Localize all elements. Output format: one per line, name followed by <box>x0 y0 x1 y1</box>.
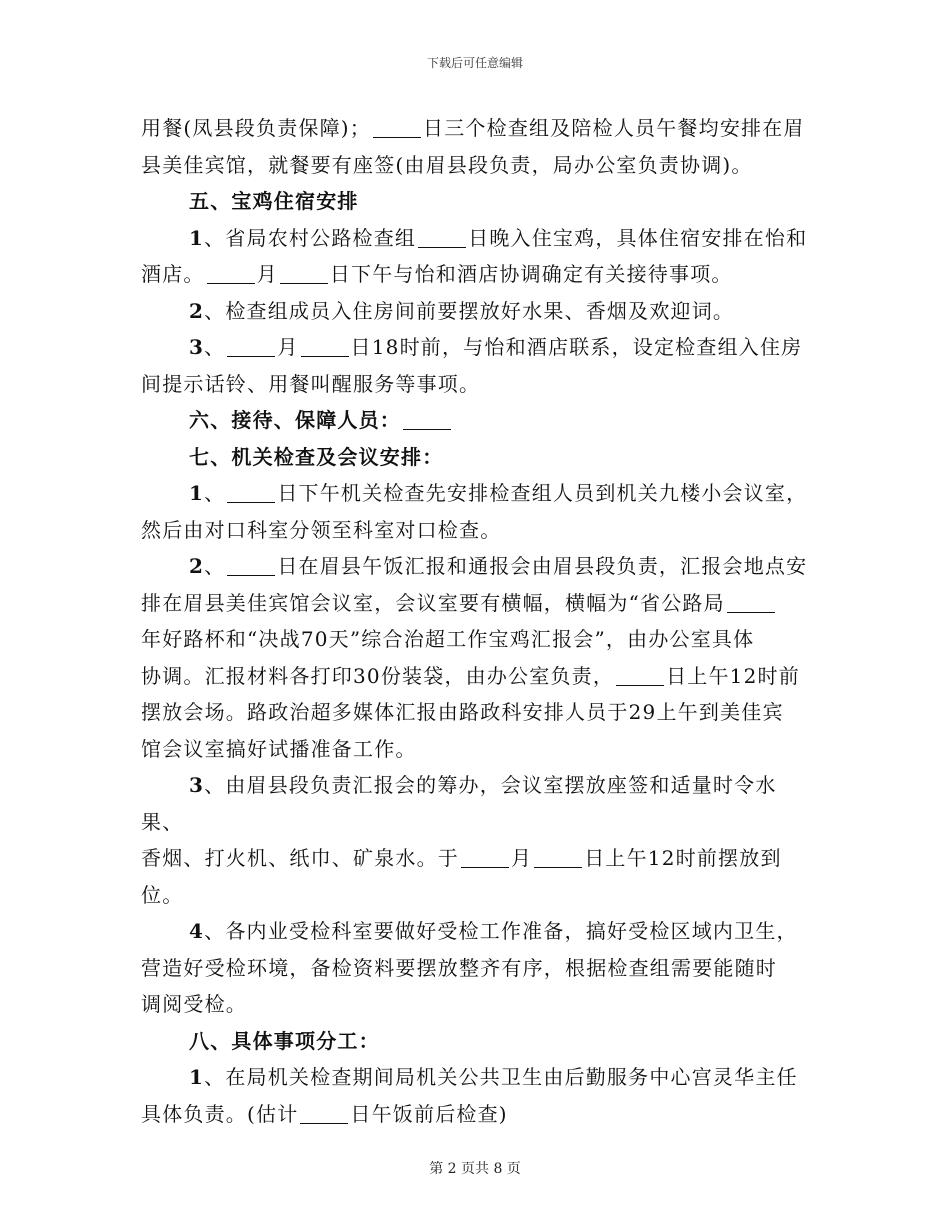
item-number: 1 <box>189 225 205 250</box>
list-item-7-2 <box>141 548 811 767</box>
paragraph-line: 香烟、打火机、纸巾、矿泉水。于 月 日上午12时前摆放到位。 <box>141 846 782 907</box>
list-item-7-1 <box>141 475 811 548</box>
fill-in-blank <box>301 334 349 357</box>
paragraph-line: 馆会议室搞好试播准备工作。 <box>141 736 417 761</box>
section-heading-7: 七、机关检查及会议安排： <box>189 444 444 469</box>
list-item-7-4 <box>141 913 811 1023</box>
fill-in-blank <box>227 553 275 576</box>
fill-in-blank <box>616 663 664 686</box>
paragraph-line: 、检查组成员入住房间前要摆放好水果、香烟及欢迎词。 <box>204 298 735 323</box>
item-number: 3 <box>189 335 205 359</box>
fill-in-blank <box>227 334 275 357</box>
paragraph-line: 然后由对口科室分领至科室对口检查。 <box>141 517 502 542</box>
item-number: 2 <box>189 298 205 323</box>
paragraph-line: 调阅受检。 <box>141 992 247 1016</box>
page-header: 下载后可任意编辑 <box>426 56 523 70</box>
paragraph-line: 用餐(凤县段负责保障)； 日三个检查组及陪检人员午餐均安排在眉 <box>141 116 805 140</box>
fill-in-blank <box>418 225 466 248</box>
item-number: 1 <box>189 1065 205 1089</box>
section-heading-6: 六、接待、保障人员： <box>141 402 811 439</box>
paragraph-line: 、省局农村公路检查组 日晚入住宝鸡，具体住宿安排在怡和 <box>204 225 808 250</box>
paragraph-line: 间提示话铃、用餐叫醒服务等事项。 <box>141 371 481 396</box>
paragraph-line: 酒店。 月 日下午与怡和酒店协调确定有关接待事项。 <box>141 262 733 286</box>
paragraph-continuation-lunch <box>141 110 811 183</box>
list-item-5-2 <box>141 293 811 330</box>
list-item-5-3 <box>141 329 811 402</box>
fill-in-blank <box>207 261 255 284</box>
list-item-5-1 <box>141 220 811 293</box>
paragraph-line: 协调。汇报材料各打印30份装袋，由办公室负责， 日上午12时前 <box>141 663 800 688</box>
paragraph-line: 年好路杯和“决战70天”综合治超工作宝鸡汇报会”，由办公室具体 <box>141 627 755 651</box>
section-heading-5: 五、宝鸡住宿安排 <box>189 189 359 213</box>
paragraph-line: 、由眉县段负责汇报会的筹办，会议室摆放座签和适量时令水果、 <box>141 773 777 834</box>
page-footer: 第 2 页共 8 页 <box>429 1161 521 1177</box>
paragraph-line: 排在眉县美佳宾馆会议室，会议室要有横幅，横幅为“省公路局 <box>141 591 777 615</box>
list-item-8-1 <box>141 1059 811 1132</box>
fill-in-blank <box>373 115 421 138</box>
paragraph-line: 具体负责。(估计 日午饭前后检查) <box>141 1101 508 1126</box>
paragraph-line: 、各内业受检科室要做好受检工作准备，搞好受检区域内卫生， <box>204 919 798 943</box>
fill-in-blank <box>300 1101 348 1124</box>
fill-in-blank <box>534 845 582 868</box>
paragraph-line: 县美佳宾馆，就餐要有座签(由眉县段负责，局办公室负责协调)。 <box>141 152 753 177</box>
item-number: 1 <box>189 481 205 505</box>
item-number: 2 <box>189 554 205 578</box>
fill-in-blank <box>403 407 451 430</box>
fill-in-blank <box>461 845 509 868</box>
fill-in-blank <box>727 590 775 613</box>
fill-in-blank <box>280 261 328 284</box>
paragraph-line: 、在局机关检查期间局机关公共卫生由后勤服务中心宫灵华主任 <box>204 1065 798 1089</box>
item-number: 3 <box>189 773 205 797</box>
item-number: 4 <box>189 919 205 943</box>
section-heading-8: 八、具体事项分工： <box>189 1028 380 1053</box>
paragraph-line: 、 日下午机关检查先安排检查组人员到机关九楼小会议室， <box>204 481 808 505</box>
paragraph-line: 营造好受检环境，备检资料要摆放整齐有序，根据检查组需要能随时 <box>141 955 777 980</box>
list-item-7-3 <box>141 767 811 913</box>
paragraph-line: 摆放会场。路政治超多媒体汇报由路政科安排人员于29上午到美佳宾 <box>141 700 784 724</box>
paragraph-line: 、 日在眉县午饭汇报和通报会由眉县段负责，汇报会地点安 <box>204 554 808 578</box>
paragraph-line: 、 月 日18时前，与怡和酒店联系，设定检查组入住房 <box>204 335 803 359</box>
document-body <box>141 110 811 1132</box>
fill-in-blank <box>227 480 275 503</box>
